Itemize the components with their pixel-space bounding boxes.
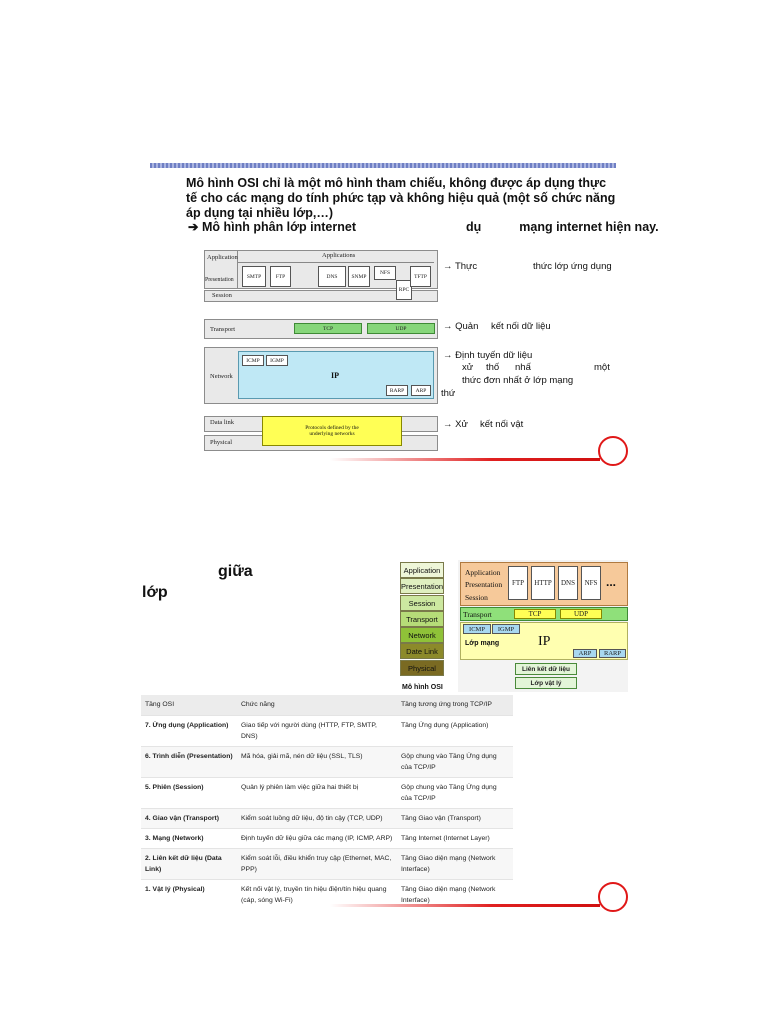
protocol-tcp: TCP [294, 323, 362, 334]
tcpip-transport-label: Transport [463, 610, 492, 619]
tcpip-app-line-2: Presentation [465, 580, 503, 589]
table-row: 5. Phiên (Session) Quản lý phiên làm việc giữa hai thiết bị Gộp chung vào Tầng Ứng dụng của TCP/IP [141, 777, 513, 808]
applications-label: Applications [322, 252, 356, 259]
protocol-ftp: FTP [270, 266, 291, 287]
protocol-snmp: SNMP [348, 266, 370, 287]
tcpip-ip: IP [538, 634, 551, 649]
underlying-networks-box [262, 416, 402, 446]
slide2-word-lop: lớp [142, 584, 168, 601]
slide2-word-giua: giữa [218, 563, 253, 580]
note-physical-2: kết nối vật [480, 419, 524, 430]
osi-datalink: Date Link [400, 643, 444, 659]
note-network-3: thức đơn nhất ở lớp mạng [462, 375, 574, 386]
layer-label-physical: Physical [210, 439, 233, 446]
table-header-osi: Tầng OSI [141, 695, 237, 715]
tcpip-app-line-1: Application [465, 568, 501, 577]
slide-top-band [150, 163, 616, 168]
ip-label: IP [331, 371, 339, 380]
note-transport: → Quản [443, 321, 479, 332]
protocol-rarp: RARP [386, 385, 408, 396]
osi-caption: Mô hình OSI [402, 684, 443, 691]
protocol-nfs: NFS [374, 266, 396, 280]
table-row: 4. Giao vận (Transport) Kiểm soát luồng dữ liệu, độ tin cậy (TCP, UDP) Tầng Giao vận (Transport) [141, 808, 513, 828]
osi-session: Session [400, 595, 444, 611]
table-header-row [141, 695, 513, 715]
tcpip-udp: UDP [560, 609, 602, 619]
slide2-red-line [330, 904, 600, 907]
tcpip-ftp: FTP [508, 566, 528, 600]
note-network-1: → Định tuyến dữ liệu [443, 350, 533, 361]
note-physical-1: → Xử [443, 419, 468, 430]
table-row: 1. Vật lý (Physical) Kết nối vật lý, truyền tín hiệu điện/tín hiệu quang (cáp, sóng Wi-Fi) Tầng Giao diện mạng (Network Interface) [141, 879, 513, 910]
tcpip-app-line-3: Session [465, 593, 488, 602]
layer-label-datalink: Data link [210, 419, 235, 426]
tcpip-ellipsis: ... [606, 575, 617, 589]
table-row: 7. Ứng dụng (Application) Giao tiếp với người dùng (HTTP, FTP, SMTP, DNS) Tầng Ứng dụng (Application) [141, 715, 513, 746]
protocol-dns: DNS [318, 266, 346, 287]
protocol-tftp: TFTP [410, 266, 431, 287]
subheading: ➔ Mô hình phân lớp internet dụ mạng internet hiện nay. [188, 220, 659, 234]
tcpip-http: HTTP [531, 566, 555, 600]
tcpip-nfs: NFS [581, 566, 601, 600]
tcpip-igmp: IGMP [492, 624, 520, 634]
layer-label-network: Network [210, 373, 233, 380]
tcpip-dns: DNS [558, 566, 578, 600]
tcpip-network-label: Lớp mạng [465, 640, 500, 647]
tcpip-tcp: TCP [514, 609, 556, 619]
protocol-rpc: RPC [396, 280, 412, 300]
layer-label-session: Session [212, 292, 232, 299]
tcpip-rarp: RARP [599, 649, 626, 658]
osi-tcpip-comparison-table [141, 695, 513, 910]
tcpip-arp: ARP [573, 649, 597, 658]
note-network-2c: nhấ [515, 362, 531, 373]
protocol-arp: ARP [411, 385, 431, 396]
arrow-icon: ➔ [188, 220, 199, 234]
tcpip-icmp: ICMP [463, 624, 491, 634]
underlying-networks-label: Protocols defined by the underlying networks [305, 425, 359, 437]
note-application-2: thức lớp ứng dụng [533, 261, 612, 272]
protocol-udp: UDP [367, 323, 435, 334]
tcpip-datalink: Liên kết dữ liệu [515, 663, 577, 675]
osi-presentation: Presentation [400, 578, 444, 594]
note-network-2a: xử [462, 362, 474, 373]
intro-paragraph: Mô hình OSI chỉ là một mô hình tham chiếu, không được áp dụng thực tế cho các mạng do tính phức tạp và không hiệu quả (một số chức năng áp dụng tại nhiều lớp,…) [186, 176, 616, 220]
slide1-red-circle [598, 436, 628, 466]
protocol-smtp: SMTP [242, 266, 266, 287]
slide2-red-circle [598, 882, 628, 912]
osi-transport: Transport [400, 611, 444, 627]
table-row: 6. Trình diễn (Presentation) Mã hóa, giải mã, nén dữ liệu (SSL, TLS) Gộp chung vào Tầng Ứng dụng của TCP/IP [141, 746, 513, 777]
table-header-function: Chức năng [237, 695, 397, 715]
note-network-4: thứ [441, 388, 456, 399]
protocol-icmp: ICMP [242, 355, 264, 366]
table-row: 2. Liên kết dữ liệu (Data Link) Kiểm soát lỗi, điều khiển truy cập (Ethernet, MAC, PPP) Tầng Giao diện mạng (Network Interface) [141, 848, 513, 879]
protocol-igmp: IGMP [266, 355, 288, 366]
note-network-2d: một [594, 362, 610, 373]
slide1-red-line [330, 458, 600, 461]
tcpip-physical: Lớp vật lý [515, 677, 577, 689]
note-transport-2: kết nối dữ liệu [491, 321, 551, 332]
osi-physical: Physical [400, 660, 444, 676]
applications-divider [238, 262, 434, 263]
layer-label-transport: Transport [210, 326, 236, 333]
osi-network: Network [400, 627, 444, 643]
note-application: → Thực [443, 261, 478, 272]
table-row: 3. Mạng (Network) Định tuyến dữ liệu giữa các mạng (IP, ICMP, ARP) Tầng Internet (Internet Layer) [141, 828, 513, 848]
table-header-tcpip: Tầng tương ứng trong TCP/IP [397, 695, 513, 715]
osi-application: Application [400, 562, 444, 578]
note-network-2b: thố [486, 362, 500, 373]
layer-label-presentation: Presentation [205, 277, 234, 283]
layer-label-application: Application [207, 254, 238, 261]
